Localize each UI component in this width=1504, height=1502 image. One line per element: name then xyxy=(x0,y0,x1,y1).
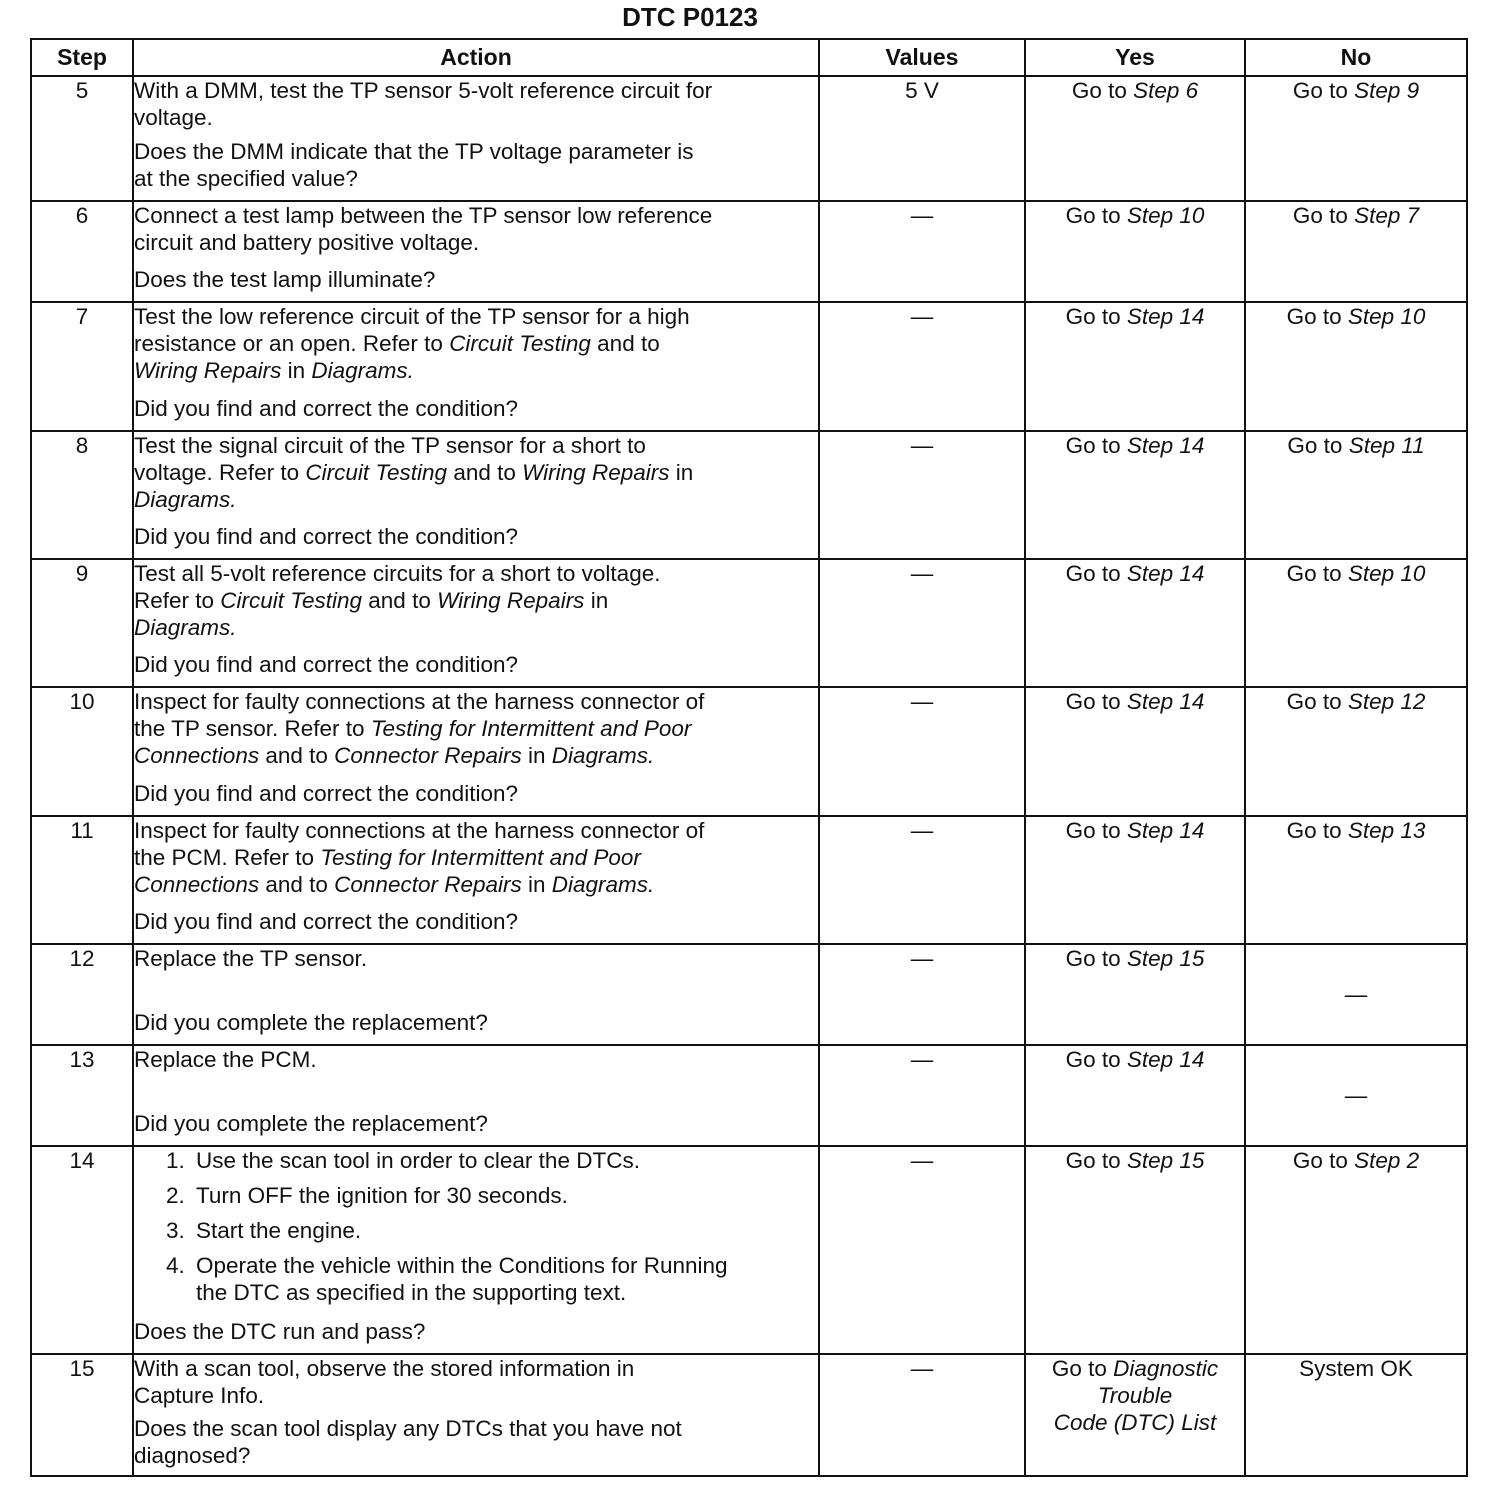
no-cell xyxy=(1245,559,1467,687)
action-cell xyxy=(133,302,819,431)
table-row xyxy=(31,944,1467,1045)
reference-link[interactable]: Diagrams. xyxy=(311,358,414,383)
yes-step-link[interactable]: Step 15 xyxy=(1126,946,1205,971)
instruction-text: Inspect for faulty connections at the harness connector of the TP sensor. Refer to xyxy=(134,689,705,741)
question-line: Did you find and correct the condition? xyxy=(134,652,518,677)
no-cell xyxy=(1245,201,1467,302)
table-row xyxy=(31,431,1467,559)
no-step-link[interactable]: Step 9 xyxy=(1354,78,1420,103)
instruction-text: in xyxy=(675,460,694,485)
action-instruction xyxy=(134,202,818,256)
step-number: 10 xyxy=(31,687,133,816)
no-result: System OK xyxy=(1299,1356,1413,1381)
action-question xyxy=(134,1110,818,1137)
question-line: Does the test lamp illuminate? xyxy=(134,267,436,292)
yes-cell xyxy=(1025,1146,1245,1354)
action-question xyxy=(134,1318,818,1345)
procedure-step: 2. Turn OFF the ignition for 30 seconds. xyxy=(191,1182,818,1209)
value-cell: — xyxy=(819,687,1025,816)
yes-cell xyxy=(1025,687,1245,816)
action-cell xyxy=(133,431,819,559)
step-number: 9 xyxy=(31,559,133,687)
instruction-text: in xyxy=(590,588,609,613)
yes-cell xyxy=(1025,1045,1245,1146)
question-line: Did you find and correct the condition? xyxy=(134,909,518,934)
yes-step-link[interactable]: Step 14 xyxy=(1126,689,1205,714)
action-question xyxy=(134,1415,818,1469)
instruction-line: circuit and battery positive voltage. xyxy=(134,230,480,255)
action-question xyxy=(134,780,818,807)
action-instruction xyxy=(134,1147,818,1306)
instruction-text: and to xyxy=(597,331,660,356)
action-question xyxy=(134,523,818,550)
value-cell: — xyxy=(819,431,1025,559)
action-cell xyxy=(133,1045,819,1146)
diagnostic-table xyxy=(30,38,1468,1477)
reference-link[interactable]: Circuit Testing xyxy=(449,331,591,356)
no-cell xyxy=(1245,76,1467,201)
table-row xyxy=(31,76,1467,201)
instruction-line: Capture Info. xyxy=(134,1383,265,1408)
no-prefix: Go to xyxy=(1286,689,1348,714)
no-step-link[interactable]: Step 12 xyxy=(1347,689,1426,714)
yes-cell xyxy=(1025,816,1245,944)
value-cell: — xyxy=(819,944,1025,1045)
table-row xyxy=(31,559,1467,687)
reference-link[interactable]: Diagrams. xyxy=(551,872,655,897)
value-cell: — xyxy=(819,559,1025,687)
yes-prefix: Go to xyxy=(1065,818,1127,843)
yes-prefix: Go to xyxy=(1051,1356,1114,1381)
page-title: DTC P0123 xyxy=(622,2,758,32)
action-content xyxy=(134,817,818,935)
yes-cell xyxy=(1025,302,1245,431)
yes-cell xyxy=(1025,76,1245,201)
question-line: Did you find and correct the condition? xyxy=(134,396,518,421)
yes-step-link[interactable]: Step 14 xyxy=(1126,433,1205,458)
instruction-text: Test all 5-volt reference circuits for a short to voltage. Refer to xyxy=(134,561,661,613)
yes-prefix: Go to xyxy=(1065,304,1127,329)
action-instruction xyxy=(134,688,818,769)
action-content xyxy=(134,432,818,550)
yes-prefix: Go to xyxy=(1071,78,1134,103)
action-cell xyxy=(133,1146,819,1354)
no-cell xyxy=(1245,1045,1467,1146)
action-instruction xyxy=(134,560,818,641)
header-values: Values xyxy=(819,39,1025,76)
action-content xyxy=(134,1355,818,1467)
action-question xyxy=(134,1009,818,1036)
no-cell xyxy=(1245,1146,1467,1354)
reference-link[interactable]: Diagrams. xyxy=(134,487,237,512)
step-number: 14 xyxy=(31,1146,133,1354)
yes-step-link[interactable]: Step 14 xyxy=(1126,304,1205,329)
question-line: Did you complete the replacement? xyxy=(134,1111,488,1136)
no-prefix: Go to xyxy=(1292,1148,1355,1173)
instruction-text: in xyxy=(521,872,552,897)
no-prefix: Go to xyxy=(1286,304,1348,329)
action-instruction xyxy=(134,945,818,972)
value-cell: 5 V xyxy=(819,76,1025,201)
procedure-list xyxy=(134,1147,818,1306)
value-cell: — xyxy=(819,1146,1025,1354)
action-cell xyxy=(133,687,819,816)
reference-link[interactable]: Circuit Testing xyxy=(305,460,448,485)
reference-link[interactable]: Diagrams. xyxy=(551,743,655,768)
header-row xyxy=(31,39,1467,76)
action-cell xyxy=(133,201,819,302)
no-prefix: Go to xyxy=(1292,78,1355,103)
step-number: 11 xyxy=(31,816,133,944)
step-number: 8 xyxy=(31,431,133,559)
yes-cell xyxy=(1025,1354,1245,1476)
value-cell: — xyxy=(819,816,1025,944)
yes-step-link[interactable]: Step 10 xyxy=(1126,203,1205,228)
action-cell xyxy=(133,1354,819,1476)
yes-prefix: Go to xyxy=(1065,946,1127,971)
no-prefix: Go to xyxy=(1292,203,1355,228)
instruction-text: Test the low reference circuit of the TP sensor for a high resistance or an open. Refer to xyxy=(134,304,690,356)
instruction-line: voltage. xyxy=(134,105,213,130)
table-row xyxy=(31,816,1467,944)
question-line: Does the scan tool display any DTCs that you have not xyxy=(134,1416,682,1441)
table-row xyxy=(31,1354,1467,1476)
action-cell xyxy=(133,559,819,687)
question-line: Does the DTC run and pass? xyxy=(134,1319,426,1344)
question-line: Did you complete the replacement? xyxy=(134,1010,488,1035)
header-step: Step xyxy=(31,39,133,76)
question-line: Did you find and correct the condition? xyxy=(134,781,518,806)
question-line: Does the DMM indicate that the TP voltage parameter is xyxy=(134,139,694,164)
action-question xyxy=(134,651,818,678)
no-cell xyxy=(1245,302,1467,431)
yes-cell xyxy=(1025,559,1245,687)
no-prefix: Go to xyxy=(1287,433,1349,458)
procedure-step: 1. Use the scan tool in order to clear the DTCs. xyxy=(191,1147,818,1174)
action-content xyxy=(134,560,818,678)
value-cell: — xyxy=(819,1354,1025,1476)
action-content xyxy=(134,77,818,192)
step-number: 15 xyxy=(31,1354,133,1476)
reference-link[interactable]: Wiring Repairs xyxy=(437,588,585,613)
value-cell: — xyxy=(819,201,1025,302)
step-number: 12 xyxy=(31,944,133,1045)
yes-prefix: Go to xyxy=(1065,1047,1127,1072)
no-dash: — xyxy=(1344,982,1368,1007)
table-row xyxy=(31,1146,1467,1354)
header-yes: Yes xyxy=(1025,39,1245,76)
instruction-text: and to xyxy=(362,588,438,613)
yes-prefix: Go to xyxy=(1065,203,1127,228)
yes-step-link[interactable]: Step 14 xyxy=(1126,561,1205,586)
table-row xyxy=(31,302,1467,431)
reference-link[interactable]: Connector Repairs xyxy=(334,872,522,897)
no-cell xyxy=(1245,687,1467,816)
yes-cell xyxy=(1025,201,1245,302)
instruction-text: and to xyxy=(447,460,523,485)
instruction-text: in xyxy=(521,743,552,768)
question-line: at the specified value? xyxy=(134,166,358,191)
instruction-line: With a DMM, test the TP sensor 5-volt reference circuit for xyxy=(134,78,713,103)
yes-step-link[interactable]: Step 14 xyxy=(1126,818,1205,843)
no-dash: — xyxy=(1344,1083,1368,1108)
yes-prefix: Go to xyxy=(1065,433,1127,458)
no-step-link[interactable]: Step 10 xyxy=(1347,304,1426,329)
action-instruction xyxy=(134,303,818,384)
question-line: Did you find and correct the condition? xyxy=(134,524,518,549)
no-step-link[interactable]: Step 10 xyxy=(1347,561,1426,586)
reference-link[interactable]: Testing for Intermittent and Poor Connections xyxy=(134,845,641,897)
action-cell xyxy=(133,816,819,944)
yes-step-link[interactable]: Step 6 xyxy=(1133,78,1199,103)
action-content xyxy=(134,202,818,293)
action-content xyxy=(134,945,818,1036)
header-action: Action xyxy=(133,39,819,76)
yes-cell xyxy=(1025,944,1245,1045)
reference-link[interactable]: Wiring Repairs xyxy=(134,358,282,383)
action-content xyxy=(134,688,818,807)
no-step-link[interactable]: Step 7 xyxy=(1354,203,1420,228)
action-content xyxy=(134,303,818,422)
yes-step-link[interactable]: Step 14 xyxy=(1126,1047,1205,1072)
action-content xyxy=(134,1147,818,1345)
reference-link[interactable]: Connector Repairs xyxy=(334,743,522,768)
action-question xyxy=(134,266,818,293)
action-instruction xyxy=(134,1046,818,1073)
action-content xyxy=(134,1046,818,1137)
action-instruction xyxy=(134,432,818,513)
table-row xyxy=(31,1045,1467,1146)
action-question xyxy=(134,395,818,422)
no-cell xyxy=(1245,944,1467,1045)
value-cell: — xyxy=(819,302,1025,431)
yes-step-link[interactable]: Step 15 xyxy=(1126,1148,1205,1173)
no-cell xyxy=(1245,431,1467,559)
instruction-text: and to xyxy=(259,872,335,897)
instruction-line: With a scan tool, observe the stored information in xyxy=(134,1356,635,1381)
step-number: 13 xyxy=(31,1045,133,1146)
action-cell xyxy=(133,76,819,201)
header-no: No xyxy=(1245,39,1467,76)
action-question xyxy=(134,908,818,935)
yes-step-link[interactable]: Diagnostic Trouble Code (DTC) List xyxy=(1053,1356,1219,1435)
no-cell xyxy=(1245,816,1467,944)
action-cell xyxy=(133,944,819,1045)
instruction-line: Replace the PCM. xyxy=(134,1047,317,1072)
reference-link[interactable]: Wiring Repairs xyxy=(522,460,670,485)
yes-prefix: Go to xyxy=(1065,1148,1127,1173)
no-step-link[interactable]: Step 11 xyxy=(1348,433,1425,458)
yes-prefix: Go to xyxy=(1065,561,1127,586)
yes-prefix: Go to xyxy=(1065,689,1127,714)
step-number: 6 xyxy=(31,201,133,302)
value-cell: — xyxy=(819,1045,1025,1146)
reference-link[interactable]: Testing for Intermittent and Poor Connections xyxy=(134,716,692,768)
action-instruction xyxy=(134,817,818,898)
table-row xyxy=(31,201,1467,302)
reference-link[interactable]: Circuit Testing xyxy=(220,588,363,613)
step-number: 5 xyxy=(31,76,133,201)
action-instruction xyxy=(134,1355,818,1409)
no-prefix: Go to xyxy=(1286,561,1348,586)
instruction-text: in xyxy=(281,358,312,383)
procedure-step: 4. Operate the vehicle within the Conditions for Running the DTC as specified in the supporting text. xyxy=(191,1252,818,1306)
no-prefix: Go to xyxy=(1286,818,1348,843)
action-question xyxy=(134,138,818,192)
yes-cell xyxy=(1025,431,1245,559)
table-row xyxy=(31,687,1467,816)
no-step-link[interactable]: Step 2 xyxy=(1354,1148,1420,1173)
question-line: diagnosed? xyxy=(134,1443,251,1468)
procedure-step: 3. Start the engine. xyxy=(191,1217,818,1244)
instruction-line: Replace the TP sensor. xyxy=(134,946,368,971)
reference-link[interactable]: Diagrams. xyxy=(134,615,237,640)
step-number: 7 xyxy=(31,302,133,431)
no-cell xyxy=(1245,1354,1467,1476)
action-instruction xyxy=(134,77,818,131)
instruction-text: and to xyxy=(259,743,335,768)
instruction-text: Inspect for faulty connections at the harness connector of the PCM. Refer to xyxy=(134,818,705,870)
instruction-text: Test the signal circuit of the TP sensor for a short to voltage. Refer to xyxy=(134,433,646,485)
no-step-link[interactable]: Step 13 xyxy=(1347,818,1426,843)
instruction-line: Connect a test lamp between the TP sensor low reference xyxy=(134,203,713,228)
